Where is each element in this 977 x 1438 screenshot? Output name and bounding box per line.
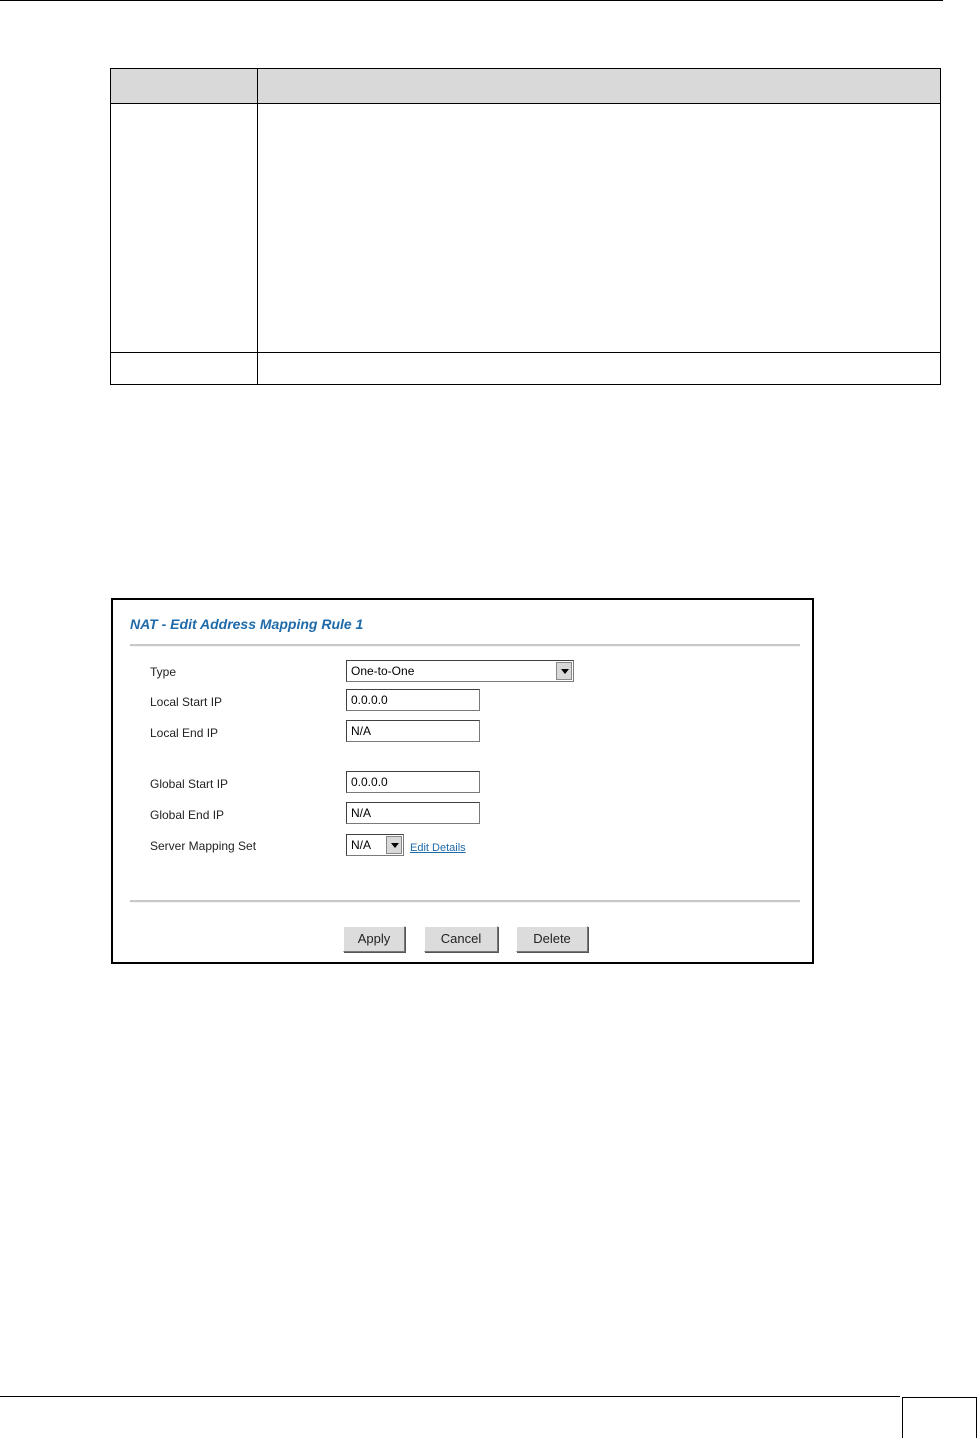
type-label: Type — [150, 665, 177, 679]
global-start-ip-input[interactable] — [346, 771, 480, 793]
footer-rule — [0, 1396, 900, 1397]
table-row-divider — [111, 352, 940, 353]
table-header-row — [111, 69, 940, 104]
server-mapping-set-value: N/A — [351, 838, 372, 852]
server-mapping-set-select[interactable] — [346, 834, 404, 856]
local-start-ip-label: Local Start IP — [150, 695, 223, 709]
screen-title: NAT - Edit Address Mapping Rule 1 — [130, 616, 364, 632]
title-separator — [130, 644, 800, 647]
chevron-down-icon[interactable] — [556, 662, 572, 680]
chevron-down-icon[interactable] — [386, 836, 402, 854]
apply-button[interactable]: Apply — [343, 926, 405, 952]
server-mapping-set-label: Server Mapping Set — [150, 839, 257, 853]
table-column-divider — [257, 69, 258, 384]
nat-edit-screen — [111, 598, 814, 964]
delete-button[interactable]: Delete — [516, 926, 588, 952]
type-select[interactable] — [346, 660, 574, 682]
edit-details-link[interactable]: Edit Details — [410, 842, 466, 854]
footer-separator — [130, 900, 800, 903]
local-start-ip-input[interactable] — [346, 689, 480, 711]
page-number-box — [902, 1397, 977, 1438]
local-end-ip-input[interactable] — [346, 720, 480, 742]
type-select-value: One-to-One — [351, 664, 415, 678]
cancel-button[interactable]: Cancel — [424, 926, 498, 952]
global-end-ip-input[interactable] — [346, 802, 480, 824]
local-end-ip-label: Local End IP — [150, 726, 219, 740]
field-description-table — [110, 68, 941, 385]
global-start-ip-label: Global Start IP — [150, 777, 229, 791]
global-end-ip-label: Global End IP — [150, 808, 225, 822]
header-rule — [0, 0, 943, 1]
